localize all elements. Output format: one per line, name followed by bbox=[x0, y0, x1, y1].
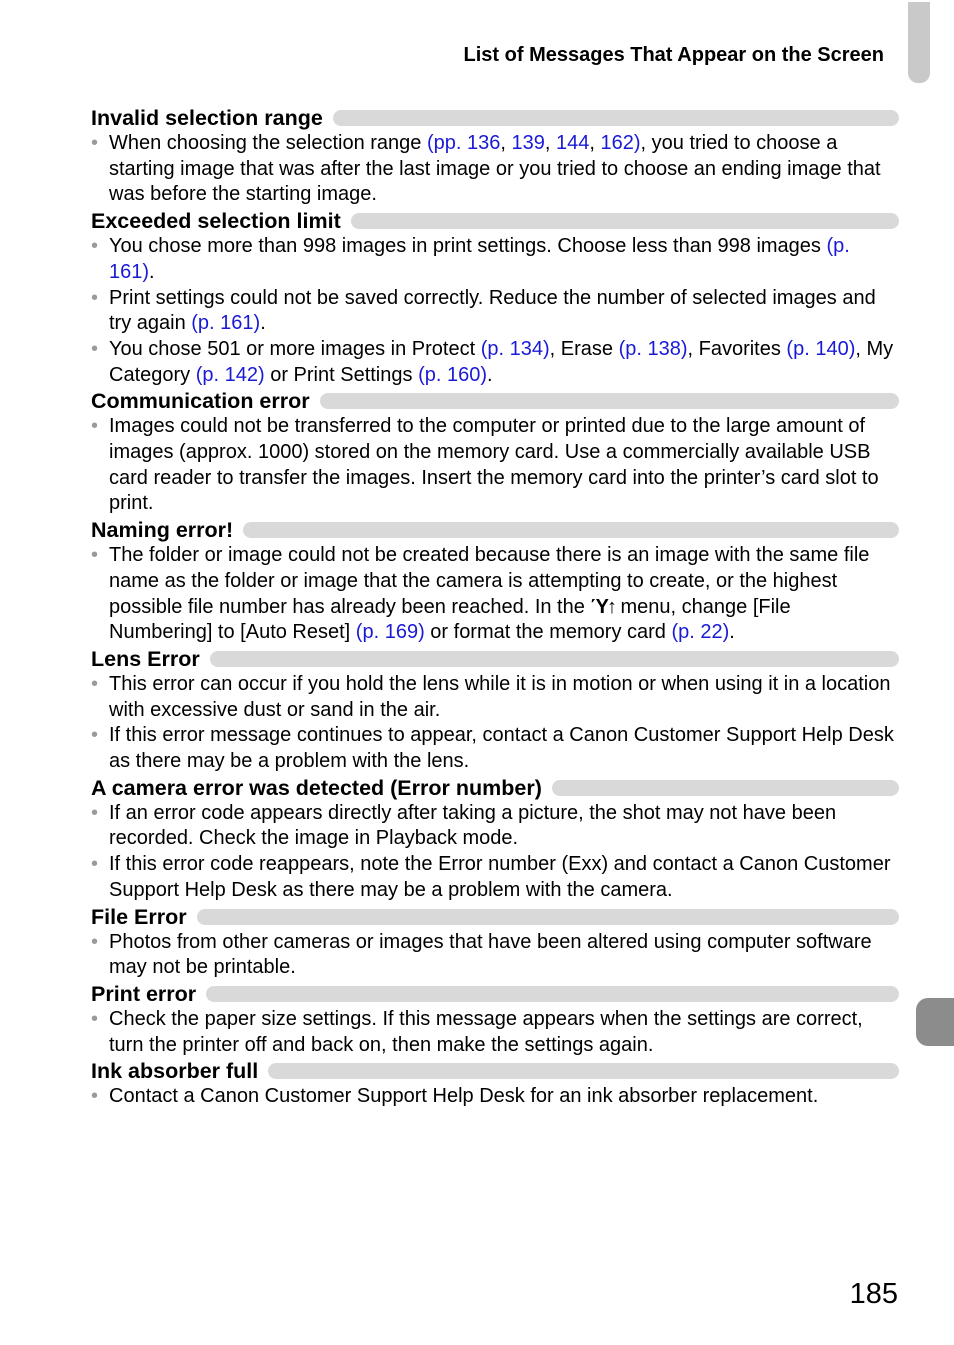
heading-rule bbox=[268, 1063, 899, 1079]
item-text: . bbox=[149, 260, 155, 283]
section-heading bbox=[91, 646, 899, 672]
item-text: , Erase bbox=[549, 337, 619, 360]
section-heading bbox=[91, 517, 899, 543]
section-heading-label: Exceeded selection limit bbox=[91, 209, 341, 234]
list-item bbox=[91, 723, 899, 774]
message-list bbox=[91, 105, 899, 1110]
section-heading-label: File Error bbox=[91, 904, 187, 929]
list-item bbox=[91, 801, 899, 852]
message-section bbox=[91, 646, 899, 775]
item-text: , bbox=[544, 132, 556, 154]
section-heading-label: Communication error bbox=[91, 389, 310, 414]
page-reference-link[interactable]: (p. 169) bbox=[355, 621, 425, 644]
section-heading-label: Invalid selection range bbox=[91, 106, 323, 130]
section-heading bbox=[91, 981, 899, 1007]
item-text: , bbox=[589, 132, 601, 154]
page-reference-link[interactable]: (p. 142) bbox=[195, 363, 265, 386]
list-item bbox=[91, 337, 899, 388]
item-text: If this error code reappears, note the Error number (Exx) and contact a Canon Customer Support Help Desk as there may be a problem with the camera. bbox=[109, 853, 891, 901]
section-heading bbox=[91, 105, 899, 131]
bullet-icon: • bbox=[91, 724, 99, 747]
heading-rule bbox=[320, 393, 899, 409]
heading-rule bbox=[552, 780, 899, 796]
list-item bbox=[91, 1007, 899, 1058]
item-text: , bbox=[500, 132, 512, 154]
bullet-icon: • bbox=[91, 672, 99, 695]
list-item bbox=[91, 234, 899, 285]
bullet-list bbox=[91, 234, 899, 388]
section-heading-label: Print error bbox=[91, 981, 197, 1006]
message-section bbox=[91, 775, 899, 904]
page-reference-link[interactable]: (p. 160) bbox=[418, 363, 487, 386]
bullet-icon: • bbox=[91, 1007, 99, 1030]
message-section bbox=[91, 208, 899, 388]
page-reference-link[interactable]: (p. 138) bbox=[618, 337, 688, 360]
message-section bbox=[91, 981, 899, 1058]
item-text: . bbox=[260, 312, 266, 335]
message-section bbox=[91, 388, 899, 517]
item-text: Images could not be transferred to the computer or printed due to the large amount of images (approx. 1000) stored on the memory card. Use a commercially available USB card reader to transfer the images. Insert the memory card into the printer’s card slot to print. bbox=[109, 415, 879, 515]
bullet-list bbox=[91, 801, 899, 904]
bullet-icon: • bbox=[91, 853, 99, 876]
section-heading-label: A camera error was detected (Error number) bbox=[91, 775, 542, 800]
item-text: , you tried to choose a starting image that was after the last image or you tried to choose an ending image that was before the starting image. bbox=[109, 132, 881, 206]
wrench-icon: Ύ↑ bbox=[590, 595, 615, 618]
page-reference-link[interactable]: (p. 161) bbox=[191, 312, 261, 335]
bullet-icon: • bbox=[91, 930, 99, 953]
bullet-icon: • bbox=[91, 544, 99, 567]
list-item bbox=[91, 543, 899, 646]
item-text: If an error code appears directly after taking a picture, the shot may not have been recorded. Check the image in Playback mode. bbox=[109, 801, 837, 850]
list-item bbox=[91, 131, 899, 208]
page-reference-link[interactable]: 162) bbox=[600, 132, 641, 154]
page-number: 185 bbox=[849, 1278, 898, 1310]
section-heading bbox=[91, 904, 899, 930]
item-text: menu, change [File Numbering] to [Auto Reset] bbox=[109, 595, 791, 644]
list-item bbox=[91, 852, 899, 903]
section-heading-label: Ink absorber full bbox=[91, 1059, 259, 1084]
bullet-icon: • bbox=[91, 337, 99, 360]
bullet-list bbox=[91, 1084, 899, 1110]
bullet-icon: • bbox=[91, 235, 99, 258]
item-text: or format the memory card bbox=[424, 621, 672, 644]
item-text: , My Category bbox=[109, 337, 894, 386]
list-item bbox=[91, 414, 899, 517]
item-text: When choosing the selection range bbox=[109, 132, 427, 154]
bullet-list bbox=[91, 131, 899, 208]
chapter-tab-side bbox=[916, 998, 954, 1046]
section-heading bbox=[91, 1058, 899, 1084]
list-item bbox=[91, 672, 899, 723]
item-text: You chose 501 or more images in Protect bbox=[109, 337, 481, 360]
list-item bbox=[91, 1084, 899, 1110]
item-text: , Favorites bbox=[687, 337, 787, 360]
item-text: The folder or image could not be created because there is an image with the same file name as the folder or image that the camera is attempting to create, or the highest possible file number has already been reached. In the bbox=[109, 544, 870, 618]
item-text: Photos from other cameras or images that have been altered using computer software may not be printable. bbox=[109, 930, 872, 979]
item-text: or Print Settings bbox=[264, 363, 419, 386]
item-text: This error can occur if you hold the lens while it is in motion or when using it in a location with excessive dust or sand in the air. bbox=[109, 672, 891, 721]
item-text: Print settings could not be saved correctly. Reduce the number of selected images and try again bbox=[109, 286, 876, 335]
section-heading-label: Lens Error bbox=[91, 646, 200, 671]
bullet-list bbox=[91, 543, 899, 646]
page-reference-link[interactable]: 139 bbox=[511, 132, 545, 154]
message-section bbox=[91, 517, 899, 646]
page-reference-link[interactable]: (p. 22) bbox=[671, 621, 730, 644]
chapter-tab-top bbox=[908, 2, 930, 83]
running-header-title: List of Messages That Appear on the Screen bbox=[463, 44, 884, 66]
page-reference-link[interactable]: 144 bbox=[556, 132, 590, 154]
page-reference-link[interactable]: (p. 140) bbox=[786, 337, 856, 360]
heading-rule bbox=[243, 522, 899, 538]
heading-rule bbox=[197, 909, 899, 925]
page-reference-link[interactable]: (p. 161) bbox=[109, 235, 850, 283]
bullet-icon: • bbox=[91, 286, 99, 309]
list-item bbox=[91, 930, 899, 981]
item-text: You chose more than 998 images in print settings. Choose less than 998 images bbox=[109, 235, 827, 258]
heading-rule bbox=[351, 213, 899, 229]
item-text: If this error message continues to appear, contact a Canon Customer Support Help Desk as there may be a problem with the lens. bbox=[109, 724, 894, 773]
section-heading bbox=[91, 775, 899, 801]
heading-rule bbox=[333, 110, 899, 126]
bullet-icon: • bbox=[91, 132, 99, 154]
message-section bbox=[91, 1058, 899, 1110]
bullet-icon: • bbox=[91, 801, 99, 824]
message-section bbox=[91, 105, 899, 208]
section-heading-label: Naming error! bbox=[91, 518, 234, 543]
bullet-list bbox=[91, 414, 899, 517]
section-heading bbox=[91, 388, 899, 414]
heading-rule bbox=[206, 986, 899, 1002]
page-reference-link[interactable]: (p. 134) bbox=[480, 337, 550, 360]
message-section bbox=[91, 904, 899, 981]
section-heading bbox=[91, 208, 899, 234]
heading-rule bbox=[210, 651, 899, 667]
bullet-list bbox=[91, 930, 899, 981]
item-text: Check the paper size settings. If this message appears when the settings are correct, turn the printer off and back on, then make the settings again. bbox=[109, 1007, 863, 1056]
bullet-list bbox=[91, 1007, 899, 1058]
list-item bbox=[91, 286, 899, 337]
item-text: . bbox=[487, 363, 493, 386]
item-text: . bbox=[729, 621, 735, 644]
bullet-list bbox=[91, 672, 899, 775]
bullet-icon: • bbox=[91, 1085, 99, 1108]
bullet-icon: • bbox=[91, 415, 99, 438]
page-reference-link[interactable]: (pp. 136 bbox=[426, 132, 501, 154]
item-text: Contact a Canon Customer Support Help Desk for an ink absorber replacement. bbox=[109, 1085, 819, 1108]
